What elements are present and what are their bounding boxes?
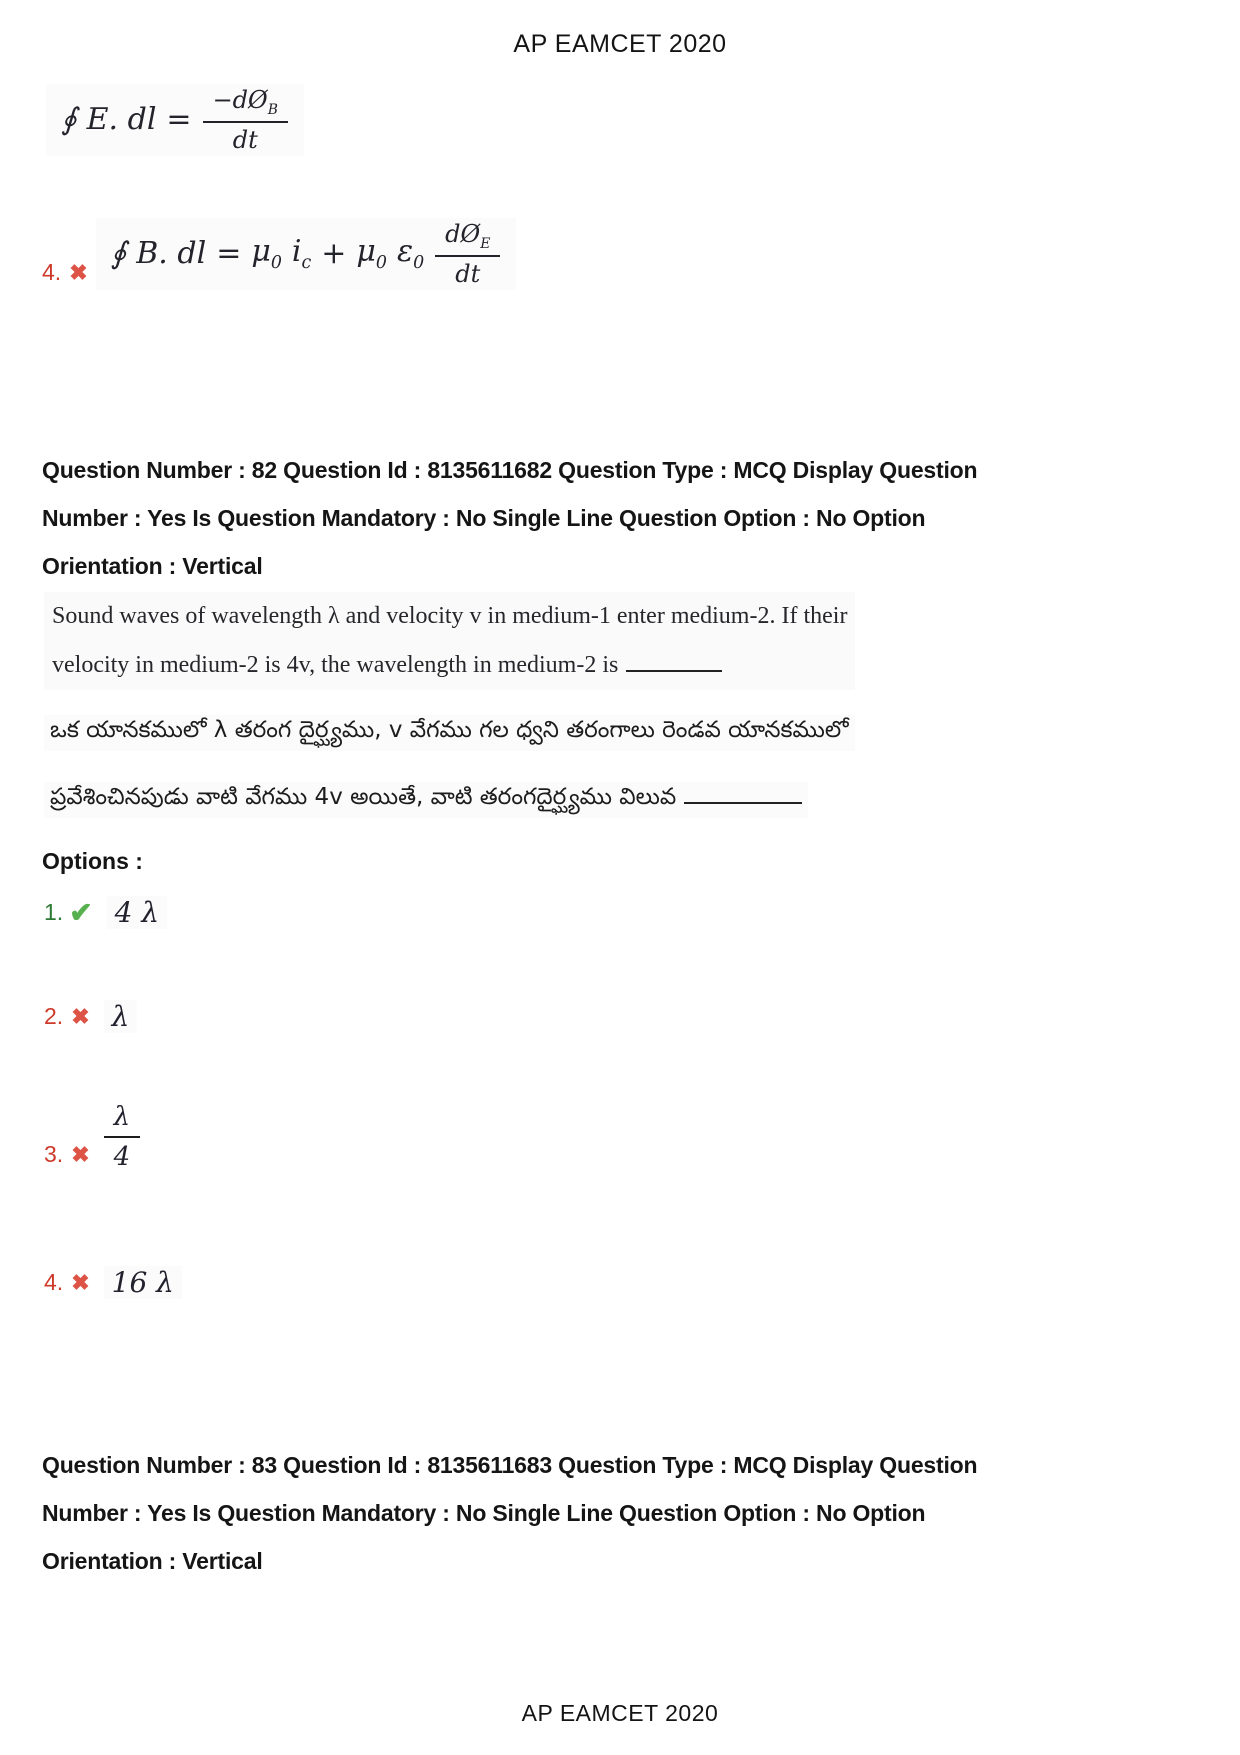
epsilon-zero: $\varepsilon_0$ (396, 234, 425, 274)
conduction-current: $i_c$ (291, 234, 312, 274)
option-fraction (104, 1102, 140, 1172)
question-82-text-english (44, 592, 855, 690)
fraction-denominator: dt (232, 125, 258, 154)
fraction-numerator: $-dØ_B$ (203, 86, 288, 123)
cross-icon: ✖ (69, 259, 88, 285)
cross-icon: ✖ (71, 1269, 90, 1295)
equation-1 (46, 84, 304, 156)
page-header-title: AP EAMCET 2020 (513, 30, 727, 58)
meta-line: Orientation : Vertical (42, 553, 263, 579)
question-83-meta (42, 1441, 977, 1585)
contour-integral-symbol: ∮ (110, 236, 127, 272)
fraction-denominator: 4 (113, 1142, 131, 1172)
option-marker (42, 259, 88, 286)
option-number: 3. (44, 1141, 64, 1167)
fraction (435, 220, 500, 288)
check-icon: ✔ (69, 896, 93, 928)
option-number: 4. (44, 1269, 64, 1295)
option-row-4 (44, 1266, 182, 1299)
option-row-3 (44, 1102, 140, 1172)
option-text: λ (111, 1000, 130, 1033)
question-82-meta (42, 446, 977, 590)
equals-sign: = (166, 102, 192, 138)
mu-zero: $\mu_0$ (356, 234, 387, 274)
option-text: 16 λ (111, 1266, 174, 1299)
fraction (203, 86, 288, 154)
option-number: 1. (44, 899, 64, 925)
contour-integral-symbol: ∮ (61, 102, 77, 138)
blank-line (684, 800, 802, 804)
meta-line: Orientation : Vertical (42, 1548, 263, 1574)
option-row-1 (44, 896, 167, 929)
maxwell-faraday-equation (46, 84, 304, 156)
option-row-2 (44, 1000, 137, 1033)
cross-icon: ✖ (71, 1142, 90, 1167)
mu-zero: $\mu_0$ (251, 234, 282, 274)
question-82-text-telugu: ప్రవేశించినపుడు వాటి వేగము 4v అయితే, వాటి తరంగదైర్ఘ్యము విలువ (44, 782, 808, 818)
meta-line: Question Number : 82 Question Id : 8135611682 Question Type : MCQ Display Question (42, 457, 978, 483)
equation-2-lhs: B. dl (136, 236, 207, 272)
meta-line: Number : Yes Is Question Mandatory : No Single Line Question Option : No Option (42, 505, 926, 531)
cross-icon: ✖ (71, 1003, 90, 1029)
meta-line: Question Number : 83 Question Id : 8135611683 Question Type : MCQ Display Question (42, 1452, 978, 1478)
equation-1-lhs: E. dl (86, 102, 157, 138)
english-line: Sound waves of wavelength λ and velocity v in medium-1 enter medium-2. If their (52, 603, 848, 629)
fraction-numerator: $dØ_E$ (435, 220, 500, 257)
option-number: 2. (44, 1003, 64, 1029)
options-label: Options : (42, 848, 143, 874)
blank-line (626, 668, 722, 672)
question-82-text-telugu: ఒక యానకములో λ తరంగ దైర్ఘ్యము, v వేగము గల ధ్వని తరంగాలు రెండవ యానకములో (50, 717, 849, 743)
option-marker (44, 1141, 90, 1168)
previous-question-option-4 (42, 218, 516, 290)
page-footer-title: AP EAMCET 2020 (521, 1700, 719, 1726)
plus-sign: + (321, 236, 347, 272)
equation-2 (96, 218, 517, 290)
english-line: velocity in medium-2 is 4v, the wavelength in medium-2 is (44, 641, 855, 690)
fraction-denominator: dt (455, 259, 481, 288)
option-text: 4 λ (114, 896, 160, 929)
option-number: 4. (42, 258, 62, 285)
equals-sign: = (216, 236, 242, 272)
meta-line: Number : Yes Is Question Mandatory : No Single Line Question Option : No Option (42, 1500, 926, 1526)
fraction-numerator: λ (104, 1102, 140, 1138)
